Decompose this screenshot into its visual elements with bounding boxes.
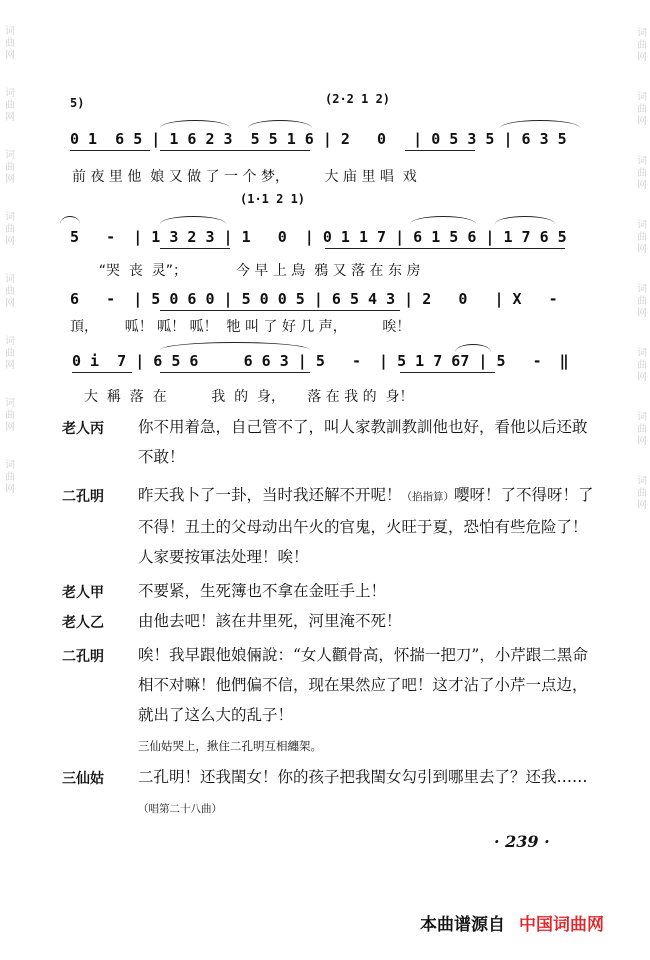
watermark-char: 词 xyxy=(5,460,15,471)
watermark-char: 词 xyxy=(637,348,647,359)
speech-text-part: 二孔明！还我閨女！你的孩子把我閨女勾引到哪里去了？还我…… xyxy=(138,768,588,786)
watermark-char: 词 xyxy=(637,284,647,295)
right-watermark xyxy=(634,0,650,960)
watermark-group xyxy=(637,412,647,448)
watermark-char: 曲 xyxy=(637,104,647,115)
watermark-char: 网 xyxy=(637,116,647,127)
speech-text: 不要紧，生死簿也不拿在金旺手上！ xyxy=(138,582,387,600)
score-row-3-lyrics: 頂， 呱！ 呱！ 呱！ 牠 叫 了 好 几 声， 唉！ xyxy=(70,319,411,335)
watermark-char: 曲 xyxy=(637,360,647,371)
speaker-name: 三仙姑 xyxy=(62,771,104,787)
watermark-char: 网 xyxy=(5,236,15,247)
speaker-name: 老人甲 xyxy=(62,585,104,601)
watermark-char: 曲 xyxy=(637,424,647,435)
watermark-char: 网 xyxy=(637,436,647,447)
watermark-char: 曲 xyxy=(5,100,15,111)
watermark-char: 网 xyxy=(637,52,647,63)
watermark-group xyxy=(637,220,647,256)
watermark-char: 词 xyxy=(637,156,647,167)
beam xyxy=(160,150,310,151)
speech-text xyxy=(138,480,598,572)
watermark-group xyxy=(5,336,15,372)
source-site-link[interactable]: 中国词曲网 xyxy=(519,915,604,935)
speech-text: 你不用着急，自己管不了，叫人家教訓教訓他也好，看他以后还敢不敢！ xyxy=(138,418,588,466)
watermark-char: 网 xyxy=(5,484,15,495)
watermark-char: 词 xyxy=(5,336,15,347)
watermark-group xyxy=(637,348,647,384)
watermark-char: 曲 xyxy=(637,488,647,499)
watermark-char: 网 xyxy=(637,308,647,319)
watermark-char: 网 xyxy=(5,112,15,123)
watermark-group xyxy=(637,92,647,128)
watermark-char: 曲 xyxy=(5,224,15,235)
watermark-char: 曲 xyxy=(637,40,647,51)
stage-note-inline: （唱第二十八曲） xyxy=(138,803,222,815)
watermark-group xyxy=(5,26,15,62)
watermark-group xyxy=(5,88,15,124)
speaker-name: 老人丙 xyxy=(62,421,104,437)
speaker-name: 老人乙 xyxy=(62,615,104,631)
key-marker: 5) xyxy=(70,96,85,110)
slur xyxy=(455,344,491,352)
source-label: 本曲谱源自 xyxy=(420,915,505,935)
watermark-group xyxy=(5,274,15,310)
beam xyxy=(160,310,400,311)
score-row-1-paren: (2·2 1 2) xyxy=(325,92,391,106)
speaker-name: 二孔明 xyxy=(62,649,104,665)
watermark-char: 网 xyxy=(637,372,647,383)
score-row-2-lyrics: “哭 丧 灵”； 今 早 上 鳥 鴉 又 落 在 东 房 xyxy=(72,263,421,279)
slur xyxy=(495,216,555,224)
watermark-char: 词 xyxy=(5,26,15,37)
watermark-char: 曲 xyxy=(5,162,15,173)
beam xyxy=(160,372,310,373)
watermark-group xyxy=(637,156,647,192)
watermark-char: 网 xyxy=(5,422,15,433)
speaker-name: 二孔明 xyxy=(62,489,104,505)
watermark-char: 曲 xyxy=(5,348,15,359)
watermark-char: 曲 xyxy=(5,38,15,49)
watermark-char: 网 xyxy=(5,174,15,185)
beam xyxy=(325,248,565,249)
watermark-char: 曲 xyxy=(637,232,647,243)
score-row-1-notes: 0 1 6 5 | 1 6 2 3 5 5 1 6 | 2 0 | 0 5 3 5 | 6 3 5 xyxy=(70,130,567,148)
watermark-group xyxy=(5,212,15,248)
watermark-char: 词 xyxy=(5,150,15,161)
slur xyxy=(160,216,226,224)
watermark-char: 网 xyxy=(5,298,15,309)
slur xyxy=(410,216,476,224)
source-footer xyxy=(420,910,604,935)
score-row-3-notes: 6 - | 5 0 6 0 | 5 0 0 5 | 6 5 4 3 | 2 0 | X - xyxy=(70,290,558,308)
watermark-char: 网 xyxy=(637,500,647,511)
watermark-char: 网 xyxy=(637,180,647,191)
beam xyxy=(405,150,475,151)
watermark-char: 曲 xyxy=(5,410,15,421)
watermark-char: 曲 xyxy=(5,472,15,483)
speech-text: 唉！我早跟他娘倆說：“女人顴骨高，怀揣一把刀”，小芹跟二黑命相不对嘛！他們偏不信，现在果然应了吧！这才沾了小芹一点边，就出了这么大的乱子！ xyxy=(138,646,588,724)
watermark-char: 词 xyxy=(637,220,647,231)
score-row-2-paren: (1·1 2 1) xyxy=(240,192,306,206)
watermark-char: 曲 xyxy=(5,286,15,297)
watermark-char: 曲 xyxy=(637,168,647,179)
watermark-char: 网 xyxy=(5,50,15,61)
slur xyxy=(160,120,230,128)
speech-text: 由他去吧！該在井里死，河里淹不死！ xyxy=(138,612,402,630)
watermark-char: 词 xyxy=(637,28,647,39)
score-row-4-lyrics: 大 稱 落 在 我 的 身， 落 在 我 的 身！ xyxy=(84,389,414,405)
stage-note-inline: （掐指算） xyxy=(401,491,455,503)
beam xyxy=(160,248,230,249)
watermark-group xyxy=(5,150,15,186)
beam xyxy=(72,372,132,373)
watermark-group xyxy=(637,284,647,320)
watermark-group xyxy=(5,398,15,434)
page-number: · 239 · xyxy=(494,832,550,851)
watermark-char: 词 xyxy=(637,92,647,103)
watermark-char: 词 xyxy=(637,412,647,423)
watermark-char: 词 xyxy=(5,212,15,223)
beam xyxy=(400,372,495,373)
watermark-char: 网 xyxy=(5,360,15,371)
watermark-char: 词 xyxy=(5,88,15,99)
watermark-char: 词 xyxy=(5,274,15,285)
slur xyxy=(160,342,310,350)
slur xyxy=(248,120,312,128)
speech-text-part: 昨天我卜了一卦，当时我还解不开呢！ xyxy=(138,486,402,504)
left-watermark xyxy=(2,0,18,960)
watermark-group xyxy=(5,460,15,496)
slur xyxy=(60,216,80,224)
stage-direction: 三仙姑哭上，揪住二孔明互相纏架。 xyxy=(138,739,322,753)
score-row-4-notes: 0 i 7 | 6 5 6 6 6 3 | 5 - | 5 1 7 67 | 5 - ‖ xyxy=(72,352,569,370)
watermark-char: 词 xyxy=(5,398,15,409)
watermark-char: 词 xyxy=(637,476,647,487)
watermark-char: 曲 xyxy=(637,296,647,307)
beam xyxy=(70,150,150,151)
score-row-2-notes: 5 - | 1 3 2 3 | 1 0 | 0 1 1 7 | 6 1 5 6 | 1 7 6 5 xyxy=(70,228,567,246)
watermark-char: 网 xyxy=(637,244,647,255)
watermark-group xyxy=(637,476,647,512)
slur xyxy=(500,120,580,128)
speech-text-part: 嘤呀！了不得呀！了不得！丑土的父母动出午火的官鬼，火旺于夏，恐怕有些危险了！人家要按軍法处理！唉！ xyxy=(138,486,594,566)
score-row-1-lyrics: 前 夜 里 他 娘 又 做 了 一 个 梦， 大 庙 里 唱 戏 xyxy=(72,169,417,185)
speech-text xyxy=(138,762,598,824)
watermark-group xyxy=(637,28,647,64)
